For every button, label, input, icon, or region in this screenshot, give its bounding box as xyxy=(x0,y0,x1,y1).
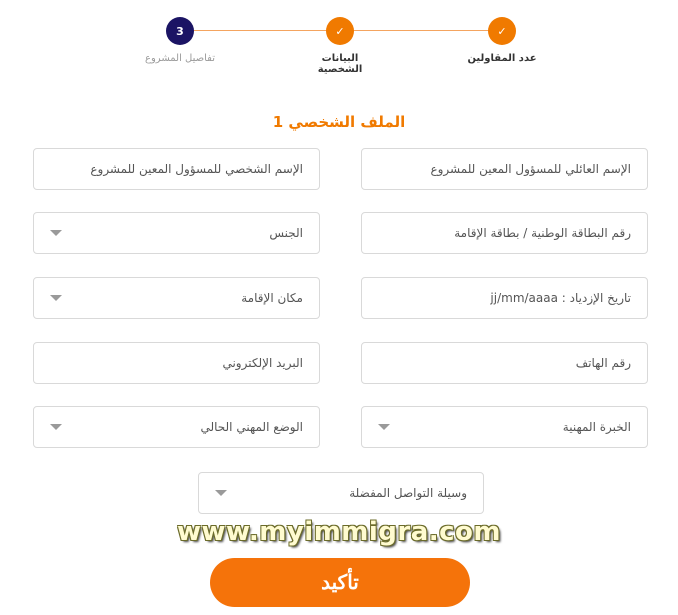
step-2-check-icon[interactable]: ✓ xyxy=(326,17,354,45)
step-3-label: تفاصيل المشروع xyxy=(145,53,215,64)
family-name-placeholder: الإسم العائلي للمسؤول المعين للمشروع xyxy=(430,162,631,176)
birth-date-input[interactable] xyxy=(361,277,648,319)
confirm-button[interactable]: تأكيد xyxy=(210,558,470,607)
chevron-down-icon xyxy=(50,295,62,301)
residence-value: مكان الإقامة xyxy=(241,291,303,305)
phone-placeholder: رقم الهاتف xyxy=(575,356,631,370)
email-placeholder: البريد الإلكتروني xyxy=(222,356,303,370)
employment-status-select[interactable] xyxy=(33,406,320,448)
gender-value: الجنس xyxy=(269,226,303,240)
experience-value: الخبرة المهنية xyxy=(562,420,631,434)
chevron-down-icon xyxy=(215,490,227,496)
birth-date-placeholder: تاريخ الإزدياد : jj/mm/aaaa xyxy=(490,291,631,305)
chevron-down-icon xyxy=(50,424,62,430)
employment-status-value: الوضع المهني الحالي xyxy=(200,420,303,434)
step-2-label: البيانات الشخصية xyxy=(317,53,363,75)
email-input[interactable] xyxy=(33,342,320,384)
phone-input[interactable] xyxy=(361,342,648,384)
step-3-number[interactable]: 3 xyxy=(166,17,194,45)
residence-select[interactable] xyxy=(33,277,320,319)
chevron-down-icon xyxy=(378,424,390,430)
form-title: الملف الشخصي 1 xyxy=(272,113,406,131)
family-name-input[interactable] xyxy=(361,148,648,190)
chevron-down-icon xyxy=(50,230,62,236)
first-name-placeholder: الإسم الشخصي للمسؤول المعين للمشروع xyxy=(90,162,303,176)
id-number-placeholder: رقم البطاقة الوطنية / بطاقة الإقامة xyxy=(454,226,631,240)
contact-method-value: وسيلة التواصل المفضلة xyxy=(349,486,467,500)
contact-method-select[interactable] xyxy=(198,472,484,514)
watermark: www.myimmigra.com xyxy=(176,517,502,547)
step-1-check-icon[interactable]: ✓ xyxy=(488,17,516,45)
id-number-input[interactable] xyxy=(361,212,648,254)
first-name-input[interactable] xyxy=(33,148,320,190)
step-1-label: عدد المقاولين xyxy=(467,53,537,64)
gender-select[interactable] xyxy=(33,212,320,254)
experience-select[interactable] xyxy=(361,406,648,448)
